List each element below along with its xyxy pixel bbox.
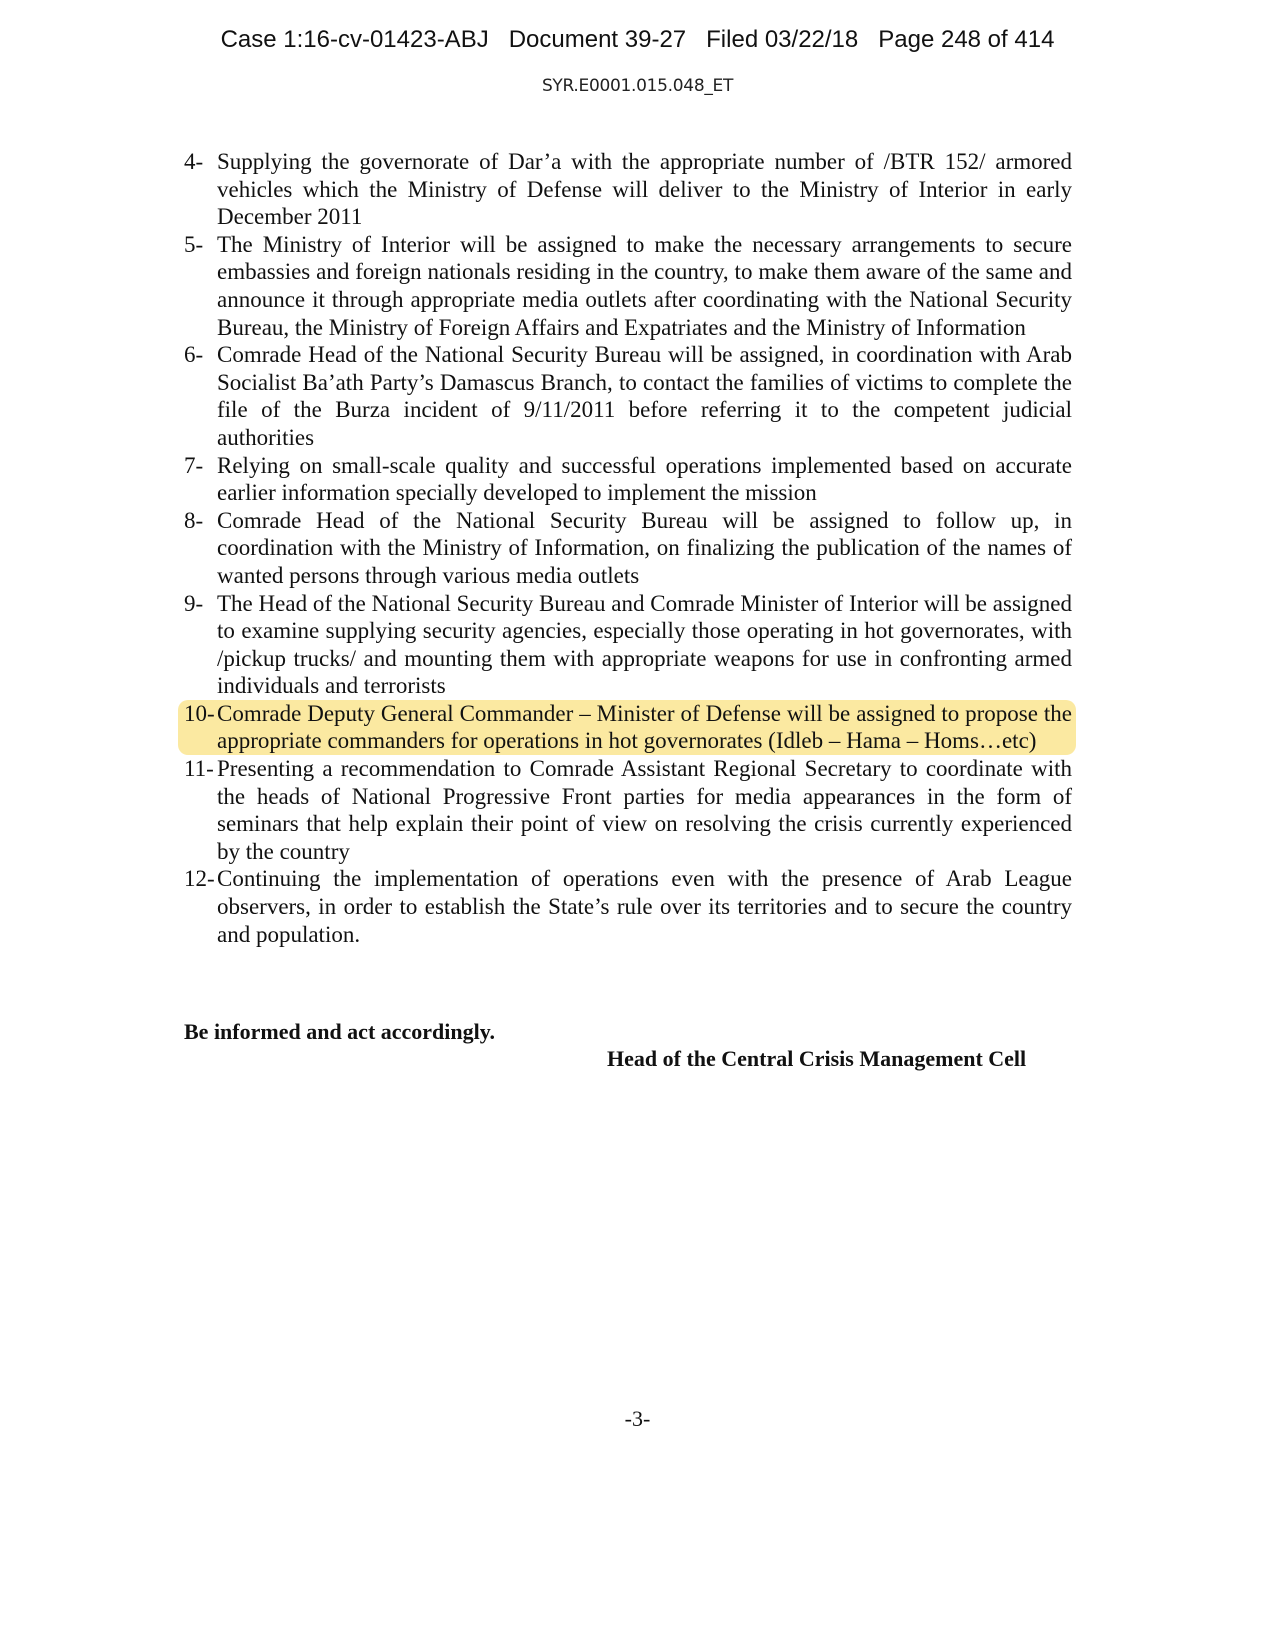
list-item-4 (184, 148, 1072, 231)
item-number: 7- (184, 452, 204, 478)
item-text: Supplying the governorate of Dar’a with the appropriate number of /BTR 152/ armored vehicles which the Ministry of Defense will deliver to the Ministry of Interior in early December 2011 (217, 149, 1072, 230)
item-text: Relying on small-scale quality and successful operations implemented based on accurate earlier information specially developed to implement the mission (217, 452, 1072, 506)
signature-title: Head of the Central Crisis Management Cell (607, 1046, 1027, 1071)
item-number: 4- (184, 149, 204, 174)
item-number: 11- (184, 756, 214, 782)
item-text: Presenting a recommendation to Comrade Assistant Regional Secretary to coordinate with the heads of National Progressive Front parties for media appearances in the form of seminars that help explain their point of view on resolving the crisis currently experienced by the country (217, 756, 1072, 864)
item-text: Comrade Head of the National Security Bureau will be assigned to follow up, in coordination with the Ministry of Information, on finalizing the publication of the names of wanted persons through various media outlets (217, 507, 1072, 588)
item-text: The Ministry of Interior will be assigned to make the necessary arrangements to secure embassies and foreign nationals residing in the country, to make them aware of the same and announce it through appropriate media outlets after coordinating with the National Security Bureau, the Ministry of Foreign Affairs and Expatriates and the Ministry of Information (217, 231, 1072, 340)
item-text: Comrade Deputy General Commander – Minister of Defense will be assigned to propose the appropriate commanders for operations in hot governorates (Idleb – Hama – Homs…etc) (217, 700, 1072, 754)
document-id: SYR.E0001.015.048_ET (541, 76, 734, 96)
list-item-12 (184, 865, 1072, 948)
closing-statement: Be informed and act accordingly. (184, 1019, 496, 1044)
list-item-6 (184, 341, 1072, 451)
page-number: -3- (624, 1406, 651, 1431)
list-item-11 (184, 755, 1072, 865)
list-item-5 (184, 231, 1072, 341)
list-item-7 (184, 452, 1072, 507)
case-header: Case 1:16-cv-01423-ABJ Document 39-27 Filed 03/22/18 Page 248 of 414 (220, 26, 1055, 53)
highlighted-list-item-10 (178, 700, 1076, 755)
item-number: 9- (184, 590, 204, 616)
item-text: The Head of the National Security Bureau and Comrade Minister of Interior will be assigned to examine supplying security agencies, especially those operating in hot governorates, with /pickup trucks/ and mounting them with appropriate weapons for use in confronting armed individuals and terrorists (217, 590, 1072, 699)
item-number: 10- (184, 700, 215, 726)
list-item-9 (184, 590, 1072, 700)
item-number: 8- (184, 507, 204, 533)
numbered-list (184, 148, 1072, 948)
list-item-8 (184, 507, 1072, 590)
item-number: 5- (184, 231, 204, 257)
item-text: Continuing the implementation of operations even with the presence of Arab League observers, in order to establish the State’s rule over its territories and to secure the country and population. (217, 866, 1072, 947)
item-number: 6- (184, 342, 204, 368)
item-number: 12- (184, 866, 215, 892)
item-text: Comrade Head of the National Security Bureau will be assigned, in coordination with Arab Socialist Ba’ath Party’s Damascus Branch, to contact the families of victims to complete the file of the Burza incident of 9/11/2011 before referring it to the competent judicial authorities (217, 342, 1072, 450)
